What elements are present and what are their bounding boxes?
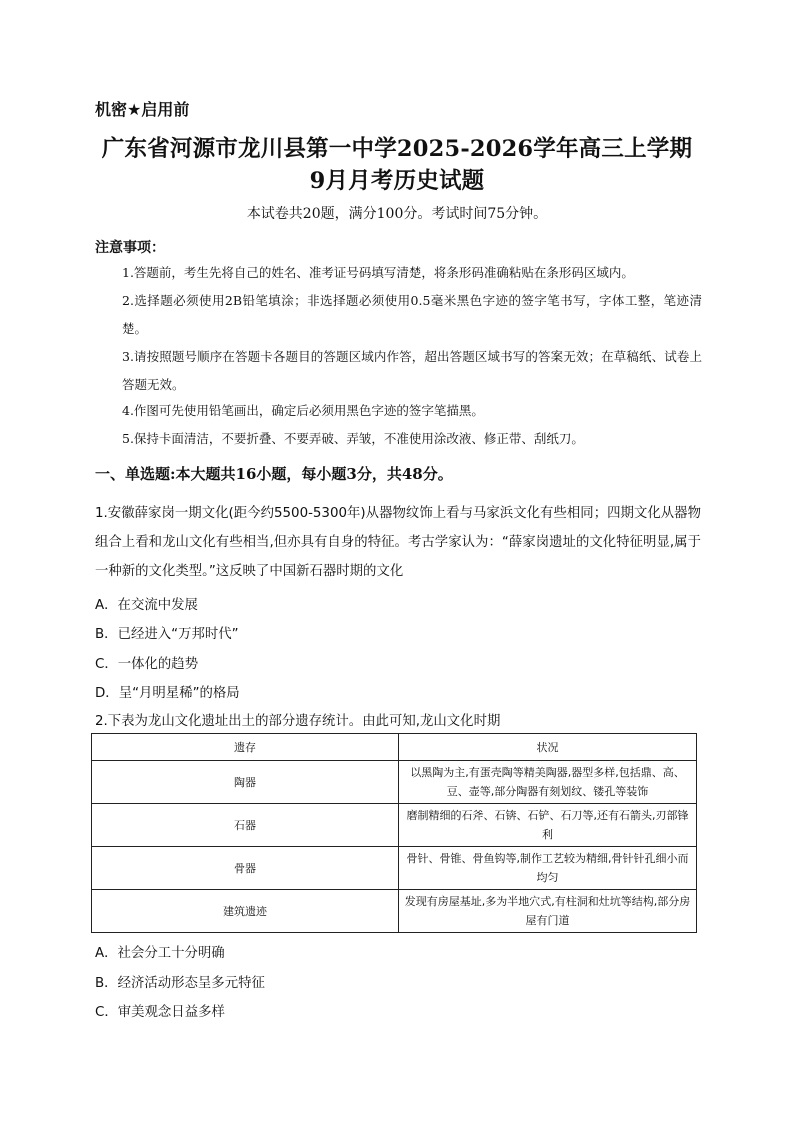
table-cell: 建筑遗迹 xyxy=(92,890,399,933)
question-2-stem: 2.下表为龙山文化遗址出土的部分遗存统计。由此可知,龙山文化时期 xyxy=(95,714,501,729)
secret-label: 机密★启用前 xyxy=(95,100,190,119)
table-row xyxy=(92,890,697,933)
question-1-option-d: D．呈“月明星稀”的格局 xyxy=(95,686,240,701)
note-item: 4.作图可先使用铅笔画出，确定后必须用黑色字迹的签字笔描黑。 xyxy=(122,403,484,418)
table-cell: 发现有房屋基址,多为半地穴式,有柱洞和灶坑等结构,部分房屋有门道 xyxy=(399,890,697,933)
table-header-cell: 状况 xyxy=(399,734,697,761)
question-2-option-a: A．社会分工十分明确 xyxy=(95,946,225,961)
table-header-cell: 遗存 xyxy=(92,734,399,761)
table-cell: 骨针、骨锥、骨鱼钩等,制作工艺较为精细,骨针针孔细小而均匀 xyxy=(399,847,697,890)
question-1-option-b: B．已经进入“万邦时代” xyxy=(95,627,239,642)
question-2-option-b: B．经济活动形态呈多元特征 xyxy=(95,976,265,991)
table-cell: 磨制精细的石斧、石锛、石铲、石刀等,还有石箭头,刃部锋利 xyxy=(399,804,697,847)
table-cell: 骨器 xyxy=(92,847,399,890)
exam-title-line2: 9月月考历史试题 xyxy=(309,168,485,194)
question-1-stem: 1.安徽薛家岗一期文化(距今约5500-5300年)从器物纹饰上看与马家浜文化有些相同；四期文化从器物组合上看和龙山文化有些相当,但亦具有自身的特征。考古学家认为：“薛家岗遗址的文化特征明显,属于一种新的文化类型。”这反映了中国新石器时期的文化 xyxy=(95,506,701,579)
section-heading: 一、单选题:本大题共16小题，每小题3分，共48分。 xyxy=(95,465,453,483)
note-item: 5.保持卡面清洁，不要折叠、不要弄破、弄皱，不准使用涂改液、修正带、刮纸刀。 xyxy=(122,431,584,446)
relics-table xyxy=(91,733,697,933)
table-row xyxy=(92,847,697,890)
table-cell: 以黑陶为主,有蛋壳陶等精美陶器,器型多样,包括鼎、高、豆、壶等,部分陶器有刻划纹、镂孔等装饰 xyxy=(399,761,697,804)
exam-title-line1: 广东省河源市龙川县第一中学2025-2026学年高三上学期 xyxy=(101,136,693,162)
question-2-option-c: C．审美观念日益多样 xyxy=(95,1005,225,1020)
table-header-row xyxy=(92,734,697,761)
table-cell: 陶器 xyxy=(92,761,399,804)
question-1-option-a: A．在交流中发展 xyxy=(95,598,198,613)
notes-heading: 注意事项： xyxy=(95,240,165,256)
note-item: 3.请按照题号顺序在答题卡各题目的答题区域内作答，超出答题区域书写的答案无效；在草稿纸、试卷上答题无效。 xyxy=(122,349,702,392)
note-item: 2.选择题必须使用2B铅笔填涂；非选择题必须使用0.5毫米黑色字迹的签字笔书写，字体工整，笔迹清楚。 xyxy=(122,293,702,336)
table-row xyxy=(92,761,697,804)
exam-subtitle: 本试卷共20题，满分100分。考试时间75分钟。 xyxy=(246,206,548,222)
question-1-option-c: C．一体化的趋势 xyxy=(95,657,199,672)
table-cell: 石器 xyxy=(92,804,399,847)
note-item: 1.答题前，考生先将自己的姓名、准考证号码填写清楚，将条形码准确粘贴在条形码区域内。 xyxy=(122,265,634,280)
table-row xyxy=(92,804,697,847)
